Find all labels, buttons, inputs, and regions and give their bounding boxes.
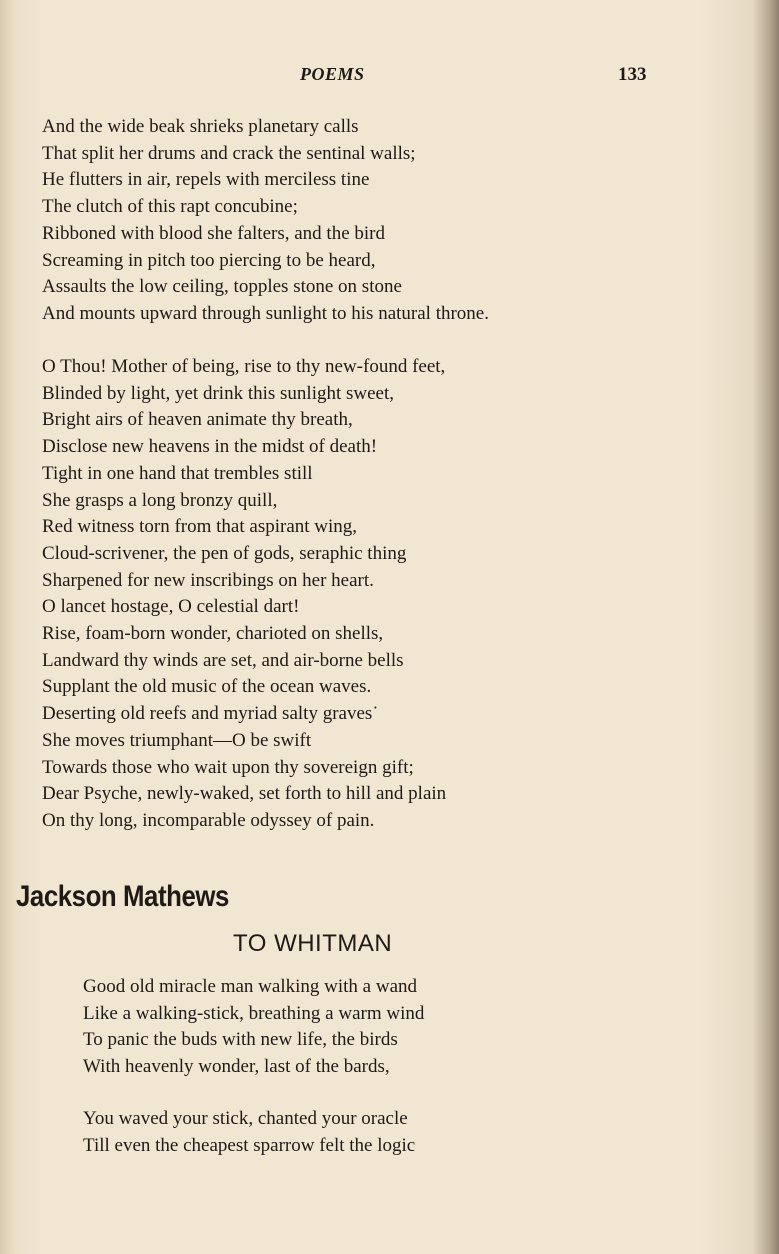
poem-line: Rise, foam-born wonder, charioted on shells, — [42, 623, 384, 645]
page-number: 133 — [618, 64, 647, 85]
poem-title: TO WHITMAN — [233, 930, 393, 957]
poem-line: Blinded by light, yet drink this sunlight sweet, — [42, 382, 395, 404]
author-name: Jackson Mathews — [16, 880, 229, 913]
poem-line: She grasps a long bronzy quill, — [42, 489, 278, 511]
poem-line: Deserting old reefs and myriad salty graves˙ — [42, 703, 379, 725]
poem-line: The clutch of this rapt concubine; — [42, 196, 298, 218]
poem-line: O lancet hostage, O celestial dart! — [42, 596, 300, 618]
poem-line: Till even the cheapest sparrow felt the logic — [83, 1134, 416, 1156]
poem-line: He flutters in air, repels with merciless tine — [42, 169, 370, 191]
poem-line: Disclose new heavens in the midst of death! — [42, 436, 378, 458]
stanza-4 — [83, 1106, 415, 1159]
poem-line: Landward thy winds are set, and air-borne bells — [42, 649, 404, 671]
poem-line: With heavenly wonder, last of the bards, — [83, 1056, 390, 1078]
poem-line: She moves triumphant—O be swift — [42, 729, 312, 751]
poem-line: Red witness torn from that aspirant wing, — [42, 516, 358, 538]
poem-line: And mounts upward through sunlight to his natural throne. — [42, 302, 489, 324]
poem-line: To panic the buds with new life, the birds — [83, 1029, 398, 1051]
stanza-1 — [42, 114, 489, 328]
poem-line: Screaming in pitch too piercing to be heard, — [42, 249, 376, 271]
poem-line: Towards those who wait upon thy sovereign gift; — [42, 756, 414, 778]
poem-line: Supplant the old music of the ocean waves. — [42, 676, 372, 698]
poem-line: Good old miracle man walking with a wand — [83, 976, 418, 997]
poem-line: Bright airs of heaven animate thy breath, — [42, 409, 353, 431]
stanza-2 — [42, 354, 446, 835]
poem-line: Sharpened for new inscribings on her heart. — [42, 569, 374, 591]
poem-line: Ribboned with blood she falters, and the bird — [42, 222, 385, 244]
poem-line: You waved your stick, chanted your oracle — [83, 1108, 408, 1129]
poem-line: On thy long, incomparable odyssey of pain. — [42, 809, 375, 831]
poem-line: O Thou! Mother of being, rise to thy new-found feet, — [42, 356, 446, 377]
poem-line: Cloud-scrivener, the pen of gods, seraphic thing — [42, 542, 407, 564]
stanza-3 — [83, 974, 424, 1081]
running-head: POEMS — [300, 64, 365, 84]
poem-line: Like a walking-stick, breathing a warm wind — [83, 1002, 425, 1024]
poem-line: And the wide beak shrieks planetary calls — [42, 116, 359, 137]
poem-line: Tight in one hand that trembles still — [42, 462, 313, 484]
poem-line: Assaults the low ceiling, topples stone on stone — [42, 276, 402, 298]
poem-line: Dear Psyche, newly-waked, set forth to hill and plain — [42, 783, 447, 805]
poem-line: That split her drums and crack the sentinal walls; — [42, 142, 416, 164]
